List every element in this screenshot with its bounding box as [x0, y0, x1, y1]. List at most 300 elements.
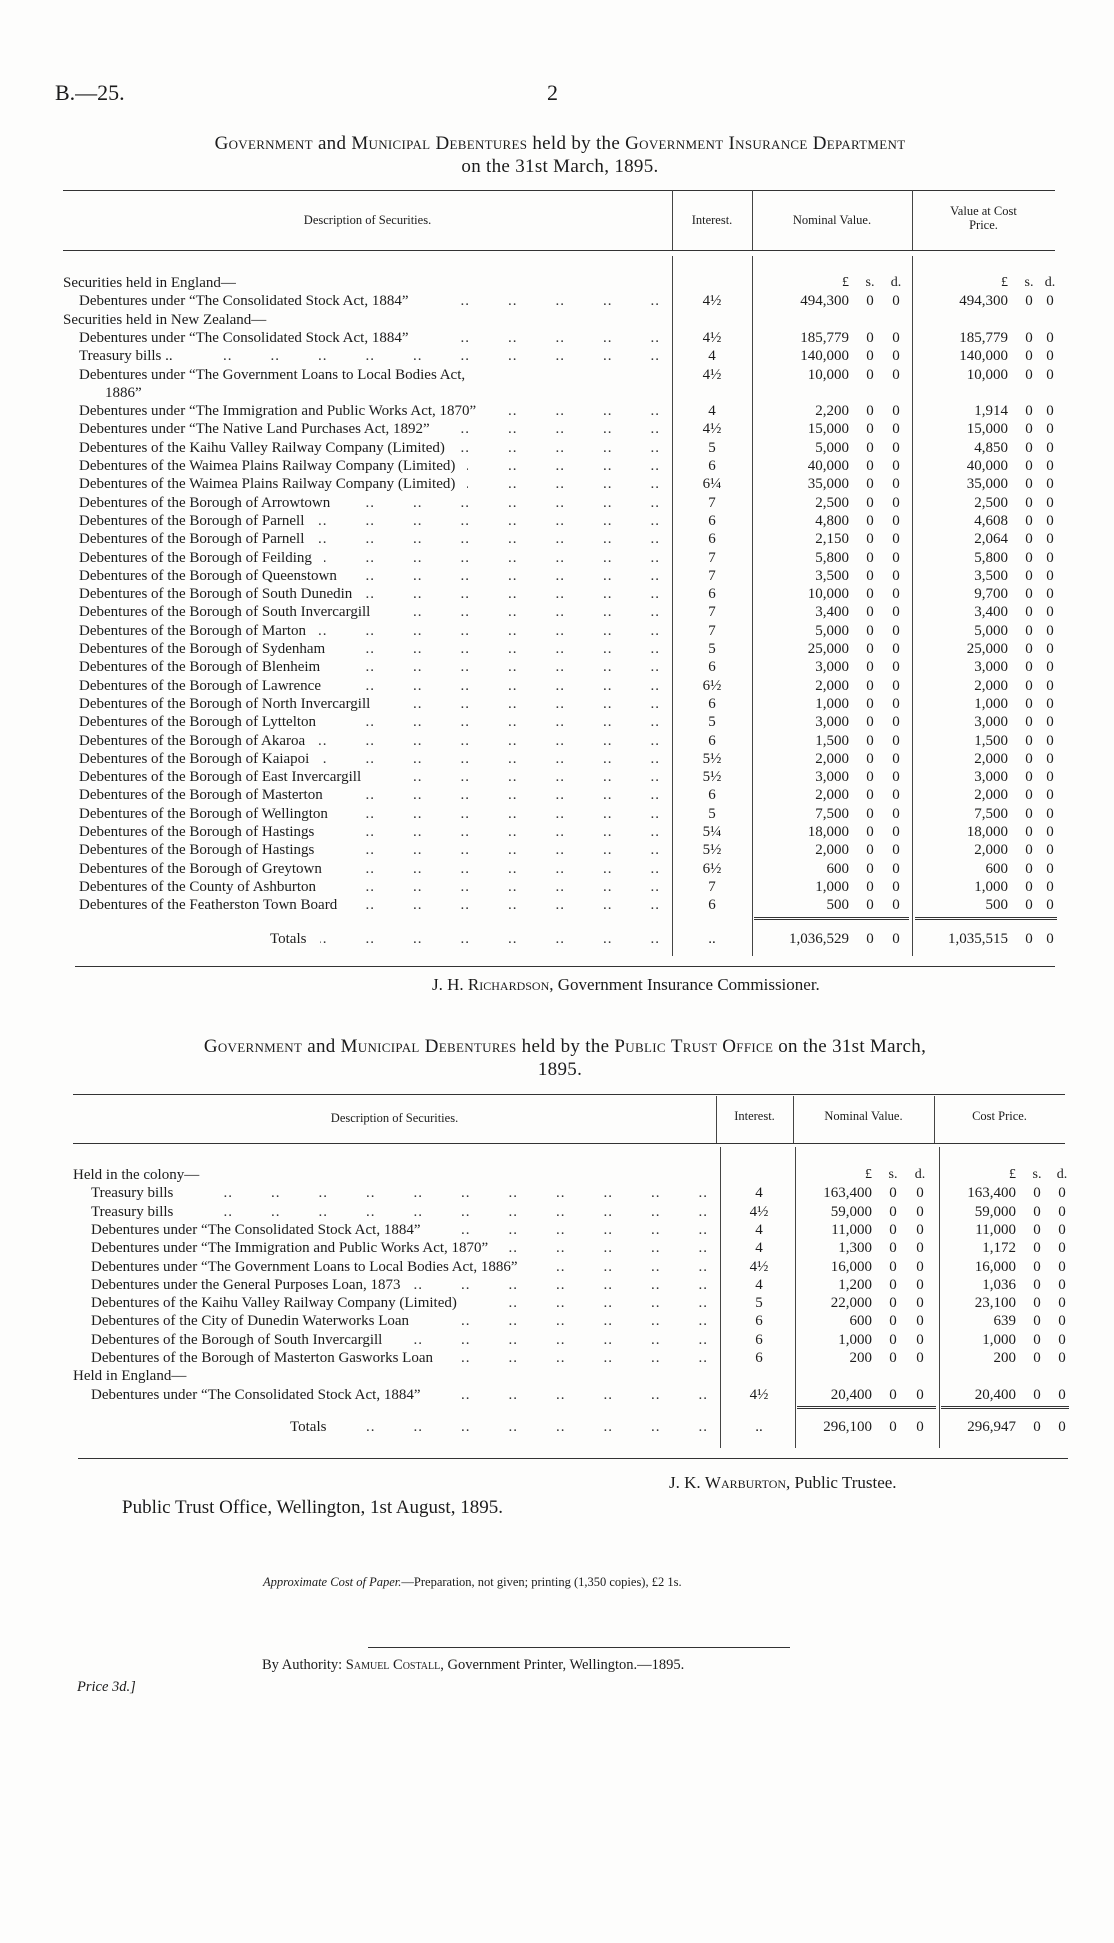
- cost-value-pounds: 11,000: [975, 1221, 1016, 1238]
- cost-value-pence: 0: [1046, 604, 1054, 621]
- table-row: [0, 1294, 1114, 1312]
- interest-rate: 5¼: [702, 824, 722, 840]
- dot-leader: [318, 622, 660, 640]
- nominal-value-pounds: 5,800: [815, 549, 849, 566]
- nominal-value-shillings: 0: [889, 1203, 897, 1220]
- dot-leader: [467, 475, 660, 493]
- totals-rule: [941, 1406, 1069, 1409]
- nominal-value-pence: 0: [892, 641, 900, 657]
- table-row: [0, 896, 1114, 914]
- document-reference: B.—25.: [55, 80, 125, 105]
- security-description: Debentures under the General Purposes Loan, 1873: [91, 1276, 401, 1293]
- title-word: Municipal: [351, 133, 431, 154]
- total-cost-pounds: 1,035,515: [948, 931, 1008, 947]
- table2-header-description: Description of Securities.: [330, 1111, 459, 1125]
- table1-header-nominal: Nominal Value.: [792, 213, 872, 227]
- dot-leader: [364, 585, 660, 603]
- unit-pence: d.: [914, 1167, 926, 1182]
- dot-leader: [382, 603, 660, 621]
- nominal-value-pounds: 500: [826, 897, 849, 914]
- cost-value-shillings: 0: [1033, 1258, 1041, 1275]
- table-row: [0, 622, 1114, 640]
- nominal-value-pence: 0: [892, 567, 900, 584]
- nominal-value-pence: 0: [916, 1295, 924, 1312]
- interest-rate: 4½: [702, 293, 722, 310]
- security-description: Debentures of the Borough of Hastings: [79, 824, 315, 840]
- cost-value-pounds: 1,500: [974, 732, 1008, 749]
- cost-value-shillings: 0: [1025, 531, 1033, 548]
- nominal-value-shillings: 0: [866, 714, 874, 731]
- cost-value-pounds: 1,000: [974, 695, 1008, 712]
- title-word: Department: [812, 133, 906, 154]
- interest-rate: 7: [708, 622, 716, 639]
- nominal-value-pence: 0: [892, 293, 900, 310]
- security-description: Debentures of the Borough of Masterton Gasworks Loan: [91, 1350, 434, 1366]
- table-row: [0, 786, 1114, 804]
- interest-rate: 7: [708, 878, 716, 895]
- cost-value-shillings: 0: [1025, 421, 1033, 438]
- security-description: Debentures of the Borough of South Invercargill: [79, 604, 371, 621]
- dot-leader: [342, 494, 660, 512]
- totals-rule: [754, 917, 909, 920]
- table2-header-interest: Interest.: [734, 1109, 775, 1123]
- totals-rule: [915, 917, 1057, 920]
- interest-rate: 6: [755, 1331, 763, 1348]
- nominal-value-pence: 0: [892, 695, 900, 712]
- security-description: Debentures under “The Consolidated Stock Act, 1884”: [91, 1221, 421, 1238]
- table2-title: [60, 1036, 1070, 1058]
- interest-rate: 5: [708, 714, 716, 731]
- unit-shillings: s.: [888, 1167, 898, 1182]
- cost-value-pence: 0: [1046, 403, 1054, 420]
- dot-leader: [340, 805, 660, 823]
- nominal-value-pounds: 5,000: [815, 439, 849, 456]
- nominal-value-pence: 0: [892, 842, 900, 859]
- table-row: [0, 347, 1114, 365]
- nominal-value-shillings: 0: [889, 1258, 897, 1275]
- cost-of-paper-note: [263, 1575, 682, 1590]
- interest-rate: 6: [755, 1313, 763, 1330]
- interest-rate: 7: [708, 567, 716, 584]
- interest-rate: 7: [708, 604, 716, 621]
- title-space: [808, 133, 813, 154]
- security-description: Debentures of the Borough of Blenheim: [79, 659, 321, 676]
- nominal-value-pence: 0: [892, 403, 900, 420]
- table-row: [0, 695, 1114, 713]
- nominal-value-pounds: 163,400: [823, 1185, 872, 1202]
- cost-value-pounds: 2,064: [974, 531, 1008, 548]
- table-row: [0, 1349, 1114, 1367]
- table-row: [0, 366, 1114, 401]
- cost-value-shillings: 0: [1025, 604, 1033, 621]
- nominal-value-pounds: 3,400: [815, 604, 849, 621]
- cost-value-shillings: 0: [1033, 1240, 1041, 1257]
- cost-value-shillings: 0: [1025, 586, 1033, 603]
- cost-value-shillings: 0: [1025, 769, 1033, 786]
- cost-value-pounds: 2,000: [974, 787, 1008, 804]
- total-cost-pounds: 296,947: [967, 1419, 1016, 1435]
- table2-title-year: 1895.: [537, 1059, 583, 1080]
- signature-surname: Warburton: [704, 1473, 787, 1492]
- cost-value-pounds: 3,000: [974, 714, 1008, 731]
- nominal-value-pence: 0: [892, 329, 900, 346]
- title-word: Government: [203, 1036, 303, 1057]
- total-nominal-shillings: 0: [889, 1419, 897, 1435]
- column-divider: [912, 190, 913, 250]
- group-label: Held in England—: [73, 1368, 187, 1385]
- nominal-value-pounds: 200: [849, 1350, 872, 1366]
- title-word: and: [312, 133, 352, 154]
- table-row: [0, 457, 1114, 475]
- nominal-value-shillings: 0: [866, 824, 874, 840]
- interest-rate: 6: [708, 512, 716, 529]
- cost-value-pence: 0: [1046, 714, 1054, 731]
- place-and-date: Public Trust Office, Wellington, 1st August, 1895.: [122, 1497, 503, 1518]
- cost-value-pence: 0: [1046, 659, 1054, 676]
- nominal-value-pounds: 59,000: [830, 1203, 872, 1220]
- table-row: [0, 1221, 1114, 1239]
- security-description: Debentures of the Waimea Plains Railway Company (Limited): [79, 458, 456, 474]
- security-description: Debentures of the Borough of Arrowtown: [79, 494, 331, 511]
- column-divider: [752, 190, 753, 250]
- cost-value-shillings: 0: [1033, 1203, 1041, 1220]
- authority-suffix: , Government Printer, Wellington.—1895.: [440, 1657, 685, 1673]
- dot-leader: [317, 732, 660, 750]
- security-description: Debentures of the County of Ashburton: [79, 878, 317, 895]
- cost-value-shillings: 0: [1025, 714, 1033, 731]
- unit-pence: d.: [1044, 275, 1056, 290]
- nominal-value-pounds: 2,500: [815, 494, 849, 511]
- security-description: Debentures of the Borough of Masterton: [79, 787, 323, 804]
- dot-leader: [530, 1258, 708, 1276]
- cost-value-shillings: 0: [1025, 750, 1033, 767]
- dot-leader: [334, 860, 660, 878]
- title-space: [723, 133, 728, 154]
- cost-value-pence: 0: [1046, 348, 1054, 365]
- cost-value-pounds: 3,400: [974, 604, 1008, 621]
- nominal-value-shillings: 0: [889, 1386, 897, 1403]
- security-description: Debentures of the Featherston Town Board: [79, 897, 338, 914]
- cost-value-pence: 0: [1046, 824, 1054, 840]
- cost-value-shillings: 0: [1033, 1386, 1041, 1403]
- dot-leader: [433, 1221, 708, 1239]
- table-row: [0, 732, 1114, 750]
- security-description: Debentures of the Borough of Marton: [79, 622, 307, 639]
- title-word: Government: [625, 133, 724, 154]
- cost-value-pence: 0: [1058, 1276, 1066, 1293]
- security-description: Treasury bills: [91, 1203, 174, 1220]
- interest-rate: 4: [755, 1185, 763, 1202]
- cost-value-shillings: 0: [1025, 329, 1033, 346]
- cost-value-shillings: 0: [1025, 897, 1033, 914]
- dot-leader: [373, 768, 660, 786]
- unit-shillings: s.: [1032, 1167, 1042, 1182]
- nominal-value-pounds: 35,000: [807, 476, 849, 493]
- security-description: Debentures of the Borough of Akaroa: [79, 732, 306, 749]
- interest-rate: 6: [755, 1350, 763, 1366]
- nominal-value-pence: 0: [892, 549, 900, 566]
- nominal-value-pence: 0: [916, 1276, 924, 1293]
- dot-leader: [469, 1294, 708, 1312]
- total-nominal-pence: 0: [916, 1419, 924, 1435]
- nominal-value-pence: 0: [892, 878, 900, 895]
- nominal-value-shillings: 0: [889, 1331, 897, 1348]
- nominal-value-pence: 0: [892, 586, 900, 603]
- header-line: Value at Cost: [950, 204, 1017, 218]
- dot-leader: [332, 658, 660, 676]
- cost-value-shillings: 0: [1025, 824, 1033, 840]
- cost-value-pounds: 494,300: [959, 293, 1008, 310]
- nominal-value-shillings: 0: [866, 348, 874, 365]
- nominal-value-pounds: 4,800: [815, 512, 849, 529]
- table-row: [0, 329, 1114, 347]
- nominal-value-pence: 0: [892, 458, 900, 474]
- cost-value-pence: 0: [1046, 458, 1054, 474]
- security-description: Debentures under “The Consolidated Stock Act, 1884”: [91, 1386, 421, 1403]
- nominal-value-pence: 0: [892, 769, 900, 786]
- unit-shillings: s.: [865, 275, 875, 290]
- cost-value-shillings: 0: [1033, 1313, 1041, 1330]
- interest-rate: 5: [755, 1295, 763, 1312]
- cost-value-pence: 0: [1046, 842, 1054, 859]
- cost-value-pounds: 1,036: [982, 1276, 1016, 1293]
- header-line: Price.: [969, 218, 998, 232]
- cost-value-pounds: 35,000: [966, 476, 1008, 493]
- cost-value-pounds: 1,000: [982, 1331, 1016, 1348]
- cost-value-pence: 0: [1046, 641, 1054, 657]
- nominal-value-pence: 0: [916, 1386, 924, 1403]
- security-description: Debentures under “The Consolidated Stock Act, 1884”: [79, 329, 409, 346]
- cost-value-pounds: 18,000: [966, 824, 1008, 840]
- nominal-value-pounds: 16,000: [830, 1258, 872, 1275]
- cost-value-pence: 0: [1046, 677, 1054, 694]
- security-description: Debentures of the Borough of South Invercargill: [91, 1331, 383, 1348]
- total-cost-pence: 0: [1046, 931, 1054, 947]
- cost-value-pence: 0: [1058, 1240, 1066, 1257]
- nominal-value-pounds: 1,000: [815, 878, 849, 895]
- cost-value-pounds: 7,500: [974, 805, 1008, 822]
- authority-prefix: By Authority:: [262, 1657, 346, 1673]
- table-row: [0, 1276, 1114, 1294]
- nominal-value-shillings: 0: [889, 1350, 897, 1366]
- cost-value-pounds: 3,000: [974, 769, 1008, 786]
- nominal-value-pounds: 3,000: [815, 659, 849, 676]
- nominal-value-pence: 0: [892, 476, 900, 493]
- dot-leader: [433, 1386, 708, 1404]
- cost-value-pounds: 5,000: [974, 622, 1008, 639]
- interest-rate: 5½: [702, 842, 722, 859]
- table-row: [0, 439, 1114, 457]
- nominal-value-pounds: 3,000: [815, 769, 849, 786]
- cost-value-shillings: 0: [1025, 293, 1033, 310]
- cost-value-pounds: 25,000: [966, 641, 1008, 657]
- totals-interest: ..: [708, 931, 716, 947]
- nominal-value-shillings: 0: [889, 1185, 897, 1202]
- nominal-value-pounds: 40,000: [807, 458, 849, 474]
- interest-rate: 6½: [702, 860, 722, 877]
- cost-value-pounds: 4,608: [974, 512, 1008, 529]
- totals-row: [0, 1418, 1114, 1436]
- cost-value-pounds: 500: [985, 897, 1008, 914]
- nominal-value-pounds: 3,500: [815, 567, 849, 584]
- nominal-value-pence: 0: [916, 1258, 924, 1275]
- nominal-value-pence: 0: [916, 1240, 924, 1257]
- cost-value-pounds: 2,500: [974, 494, 1008, 511]
- cost-value-pence: 0: [1058, 1350, 1066, 1366]
- table2-header-nominal: Nominal Value.: [824, 1109, 903, 1123]
- interest-rate: 4½: [749, 1386, 769, 1403]
- cost-value-shillings: 0: [1025, 494, 1033, 511]
- security-description: Debentures of the Borough of North Invercargill: [79, 695, 371, 712]
- security-description: Debentures of the Waimea Plains Railway Company (Limited): [79, 476, 456, 493]
- interest-rate: 4: [708, 348, 716, 365]
- cost-value-pence: 0: [1046, 897, 1054, 914]
- title-word: Public: [614, 1036, 666, 1057]
- security-description: Debentures of the Borough of Hastings: [79, 842, 315, 859]
- unit-pounds: £: [842, 275, 849, 290]
- nominal-value-shillings: 0: [889, 1313, 897, 1330]
- nominal-value-shillings: 0: [866, 677, 874, 694]
- cost-value-pence: 0: [1058, 1295, 1066, 1312]
- dot-leader: [445, 1349, 708, 1367]
- nominal-value-shillings: 0: [866, 787, 874, 804]
- security-description: Debentures under “The Immigration and Public Works Act, 1870”: [91, 1240, 489, 1257]
- unit-pounds: £: [1009, 1167, 1016, 1182]
- interest-rate: 5½: [702, 750, 722, 767]
- dot-leader: [421, 329, 660, 347]
- cost-value-pounds: 600: [985, 860, 1008, 877]
- nominal-value-shillings: 0: [889, 1276, 897, 1293]
- interest-rate: 6: [708, 897, 716, 914]
- security-description: Debentures of the Kaihu Valley Railway Company (Limited): [79, 439, 445, 456]
- security-description: Debentures of the Borough of Lyttelton: [79, 714, 317, 731]
- interest-rate: 6: [708, 695, 716, 712]
- dot-leader: [394, 1331, 708, 1349]
- cost-value-shillings: 0: [1033, 1331, 1041, 1348]
- security-description: Debentures of the Borough of Greytown: [79, 860, 322, 877]
- nominal-value-shillings: 0: [866, 641, 874, 657]
- nominal-value-pence: 0: [892, 750, 900, 767]
- cost-value-shillings: 0: [1025, 549, 1033, 566]
- cost-value-shillings: 0: [1025, 641, 1033, 657]
- title-word: Debentures: [424, 1036, 517, 1057]
- table1-title-date: on the 31st March, 1895.: [461, 156, 659, 177]
- dot-leader: [328, 878, 660, 896]
- nominal-value-pounds: 2,000: [815, 677, 849, 694]
- totals-label: Totals: [290, 1419, 327, 1435]
- table-row: [0, 475, 1114, 493]
- group-heading: [0, 311, 1114, 329]
- table-row: [0, 567, 1114, 585]
- cost-value-pounds: 140,000: [959, 348, 1008, 365]
- dot-leader: [316, 512, 660, 530]
- dot-leader: [185, 1184, 708, 1202]
- security-description: Debentures of the Borough of East Invercargill: [79, 769, 362, 786]
- table-row: [0, 402, 1114, 420]
- interest-rate: 6: [708, 787, 716, 804]
- cost-value-shillings: 0: [1033, 1350, 1041, 1366]
- nominal-value-shillings: 0: [866, 476, 874, 493]
- cost-value-pence: 0: [1046, 329, 1054, 346]
- dot-leader: [421, 1312, 708, 1330]
- nominal-value-pounds: 185,779: [800, 329, 849, 346]
- nominal-value-shillings: 0: [866, 366, 874, 383]
- nominal-value-pounds: 1,500: [815, 732, 849, 749]
- table-row: [0, 878, 1114, 896]
- interest-rate: 6: [708, 458, 716, 474]
- nominal-value-shillings: 0: [866, 293, 874, 310]
- cost-value-shillings: 0: [1025, 842, 1033, 859]
- table2-header-cost: Cost Price.: [972, 1109, 1027, 1123]
- table-row: [0, 1203, 1114, 1221]
- table1-header-rule: [63, 250, 1055, 251]
- nominal-value-pence: 0: [892, 622, 900, 639]
- title-word: Trust: [670, 1036, 718, 1057]
- total-cost-shillings: 0: [1033, 1419, 1041, 1435]
- nominal-value-shillings: 0: [866, 458, 874, 474]
- nominal-value-pounds: 600: [826, 860, 849, 877]
- interest-rate: 6: [708, 531, 716, 548]
- security-description-continued: 1886”: [105, 384, 142, 401]
- cost-value-pounds: 200: [993, 1350, 1016, 1366]
- security-description: Debentures of the Borough of Queenstown: [79, 567, 337, 584]
- cost-value-shillings: 0: [1025, 860, 1033, 877]
- table-row: [0, 292, 1114, 310]
- interest-rate: 4: [755, 1221, 763, 1238]
- dot-leader: [335, 786, 660, 804]
- cost-value-pounds: 2,000: [974, 677, 1008, 694]
- nominal-value-shillings: 0: [866, 549, 874, 566]
- nominal-value-pounds: 600: [849, 1313, 872, 1330]
- table1-signature: [432, 975, 820, 995]
- cost-value-shillings: 0: [1025, 458, 1033, 474]
- dot-leader: [467, 457, 660, 475]
- nominal-value-pence: 0: [892, 604, 900, 621]
- group-label: Securities held in New Zealand—: [63, 311, 267, 328]
- cost-value-shillings: 0: [1025, 567, 1033, 584]
- total-nominal-pounds: 1,036,529: [789, 931, 849, 947]
- security-description: Debentures under “The Native Land Purchases Act, 1892”: [79, 421, 430, 438]
- table-row: [0, 1386, 1114, 1404]
- nominal-value-pence: 0: [916, 1203, 924, 1220]
- cost-value-pence: 0: [1046, 769, 1054, 786]
- cost-value-pence: 0: [1046, 567, 1054, 584]
- unit-pence: d.: [1056, 1167, 1068, 1182]
- cost-value-pounds: 9,700: [974, 586, 1008, 603]
- interest-rate: 4: [755, 1240, 763, 1257]
- nominal-value-pounds: 25,000: [807, 641, 849, 657]
- signature-surname: Richardson: [467, 975, 550, 994]
- table-row: [0, 841, 1114, 859]
- dot-leader: [457, 439, 660, 457]
- title-word: Debentures: [435, 133, 528, 154]
- cost-note-label: Approximate Cost of Paper.: [263, 1575, 402, 1589]
- table1-header-cost: [912, 204, 1055, 232]
- nominal-value-shillings: 0: [866, 622, 874, 639]
- cost-value-pence: 0: [1046, 293, 1054, 310]
- nominal-value-shillings: 0: [889, 1295, 897, 1312]
- interest-rate: 4½: [702, 329, 722, 346]
- dot-leader: [413, 1276, 708, 1294]
- table-row: [0, 805, 1114, 823]
- table1-title: [60, 133, 1060, 155]
- dot-leader: [316, 530, 660, 548]
- nominal-value-pence: 0: [892, 732, 900, 749]
- unit-shillings: s.: [1024, 275, 1034, 290]
- nominal-value-pence: 0: [892, 494, 900, 511]
- security-description: Debentures under “The Government Loans to Local Bodies Act,: [79, 366, 466, 383]
- cost-value-pence: 0: [1046, 421, 1054, 438]
